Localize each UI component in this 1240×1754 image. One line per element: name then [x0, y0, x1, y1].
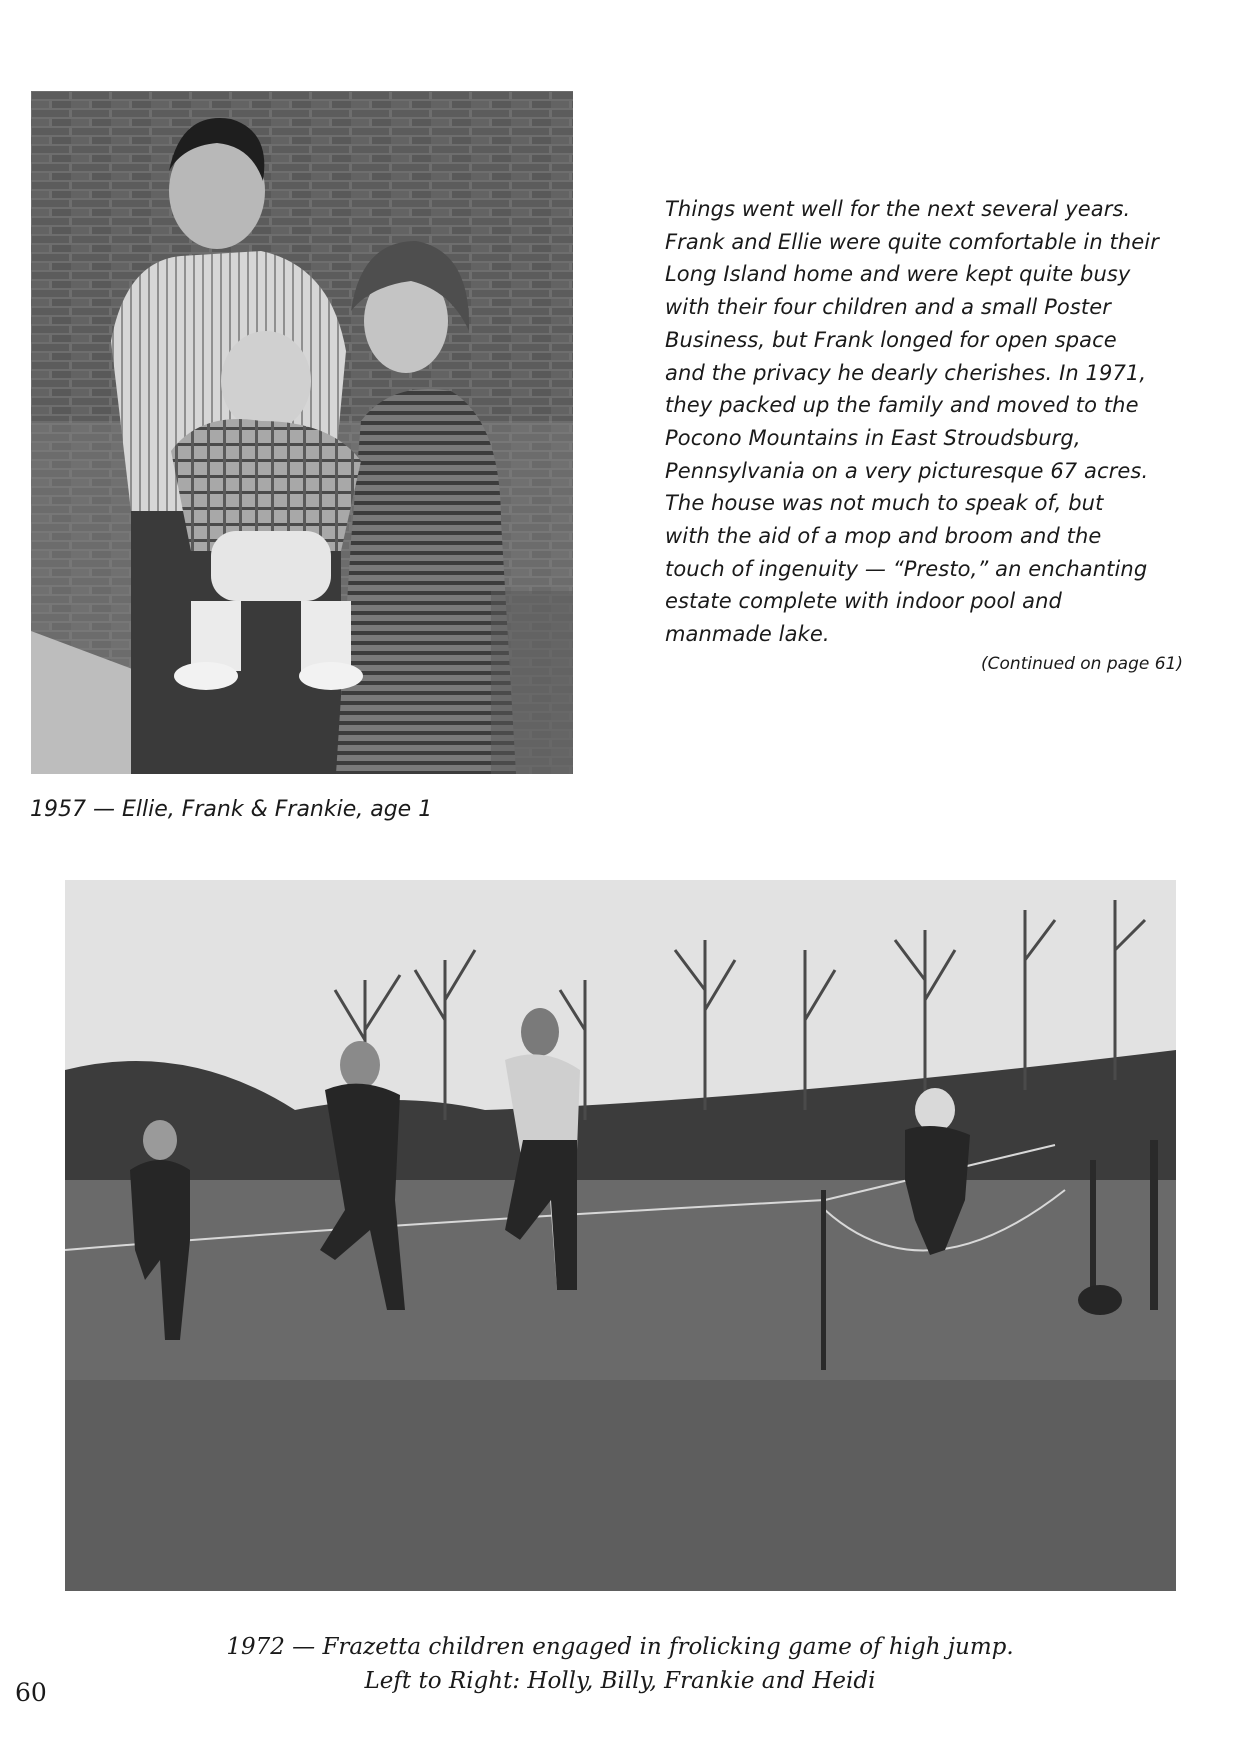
page-number: 60	[15, 1678, 47, 1707]
body-line: Pocono Mountains in East Stroudsburg,	[665, 425, 1081, 450]
body-line: estate complete with indoor pool and	[665, 589, 1062, 614]
high-jump-photo	[65, 880, 1176, 1591]
body-line: with the aid of a mop and broom and the	[665, 524, 1102, 549]
article-body	[665, 193, 1205, 651]
body-line: touch of ingenuity — “Presto,” an enchanting	[665, 556, 1148, 581]
family-portrait-image	[31, 91, 573, 774]
family-portrait-photo	[31, 91, 573, 774]
body-line: Things went well for the next several years.	[665, 197, 1131, 221]
body-line: The house was not much to speak of, but	[665, 491, 1104, 516]
body-line: Frank and Ellie were quite comfortable in their	[665, 229, 1159, 254]
continued-note: (Continued on page 61)	[981, 654, 1183, 674]
body-line: manmade lake.	[665, 622, 830, 647]
body-line: and the privacy he dearly cherishes. In 1971,	[665, 360, 1147, 385]
caption-line: 1972 — Frazetta children engaged in frolicking game of high jump.	[226, 1634, 1014, 1660]
bottom-photo-caption	[0, 1630, 1240, 1698]
body-line: they packed up the family and moved to the	[665, 393, 1139, 418]
body-line: Long Island home and were kept quite busy	[665, 262, 1131, 287]
caption-line: Left to Right: Holly, Billy, Frankie and Heidi	[364, 1668, 876, 1694]
body-line: Business, but Frank longed for open space	[665, 327, 1117, 352]
body-line: Pennsylvania on a very picturesque 67 acres.	[665, 458, 1149, 483]
high-jump-image	[65, 880, 1176, 1591]
top-photo-caption: 1957 — Ellie, Frank & Frankie, age 1	[30, 797, 433, 822]
body-line: with their four children and a small Poster	[665, 295, 1111, 320]
